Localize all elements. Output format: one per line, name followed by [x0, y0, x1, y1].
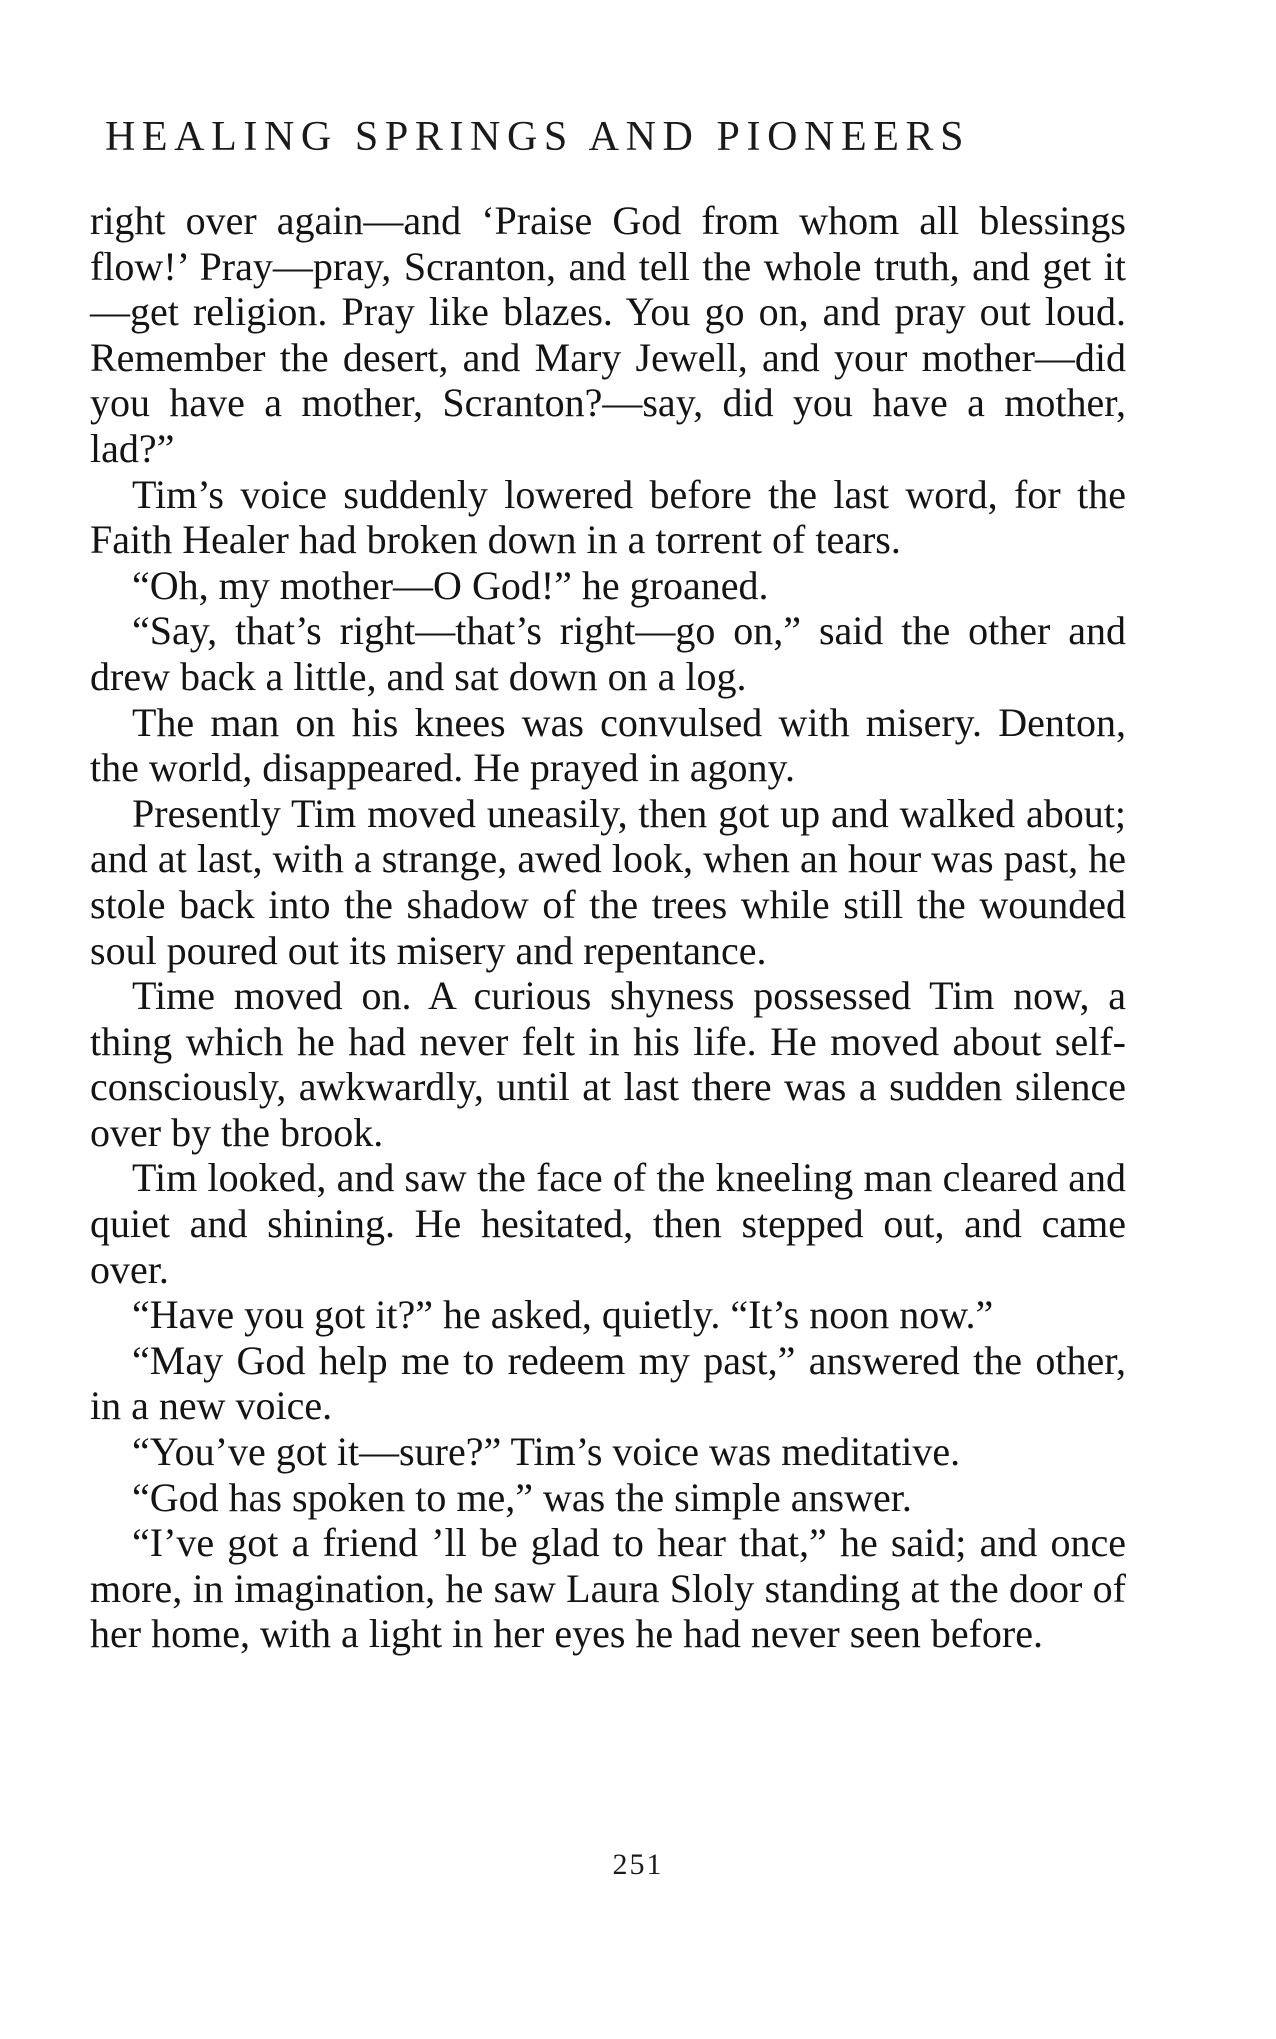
paragraph: “I’ve got a friend ’ll be glad to hear that,” he said; and once more, in imagination, he saw Laura Sloly standing at the door of her home, with a light in her eyes he had never seen before.: [90, 1520, 1126, 1657]
page-number: 251: [612, 1848, 664, 1881]
paragraph: right over again—and ‘Praise God from whom all blessings flow!’ Pray—pray, Scranton, and tell the whole truth, and get it—get religion. Pray like blazes. You go on, and pray out loud. Remember the desert, and Mary Jewell, and your mother—did you have a mother, Scranton?—say, did you have a mother, lad?”: [90, 198, 1126, 471]
paragraph: “Say, that’s right—that’s right—go on,” said the other and drew back a little, and sat down on a log.: [90, 608, 1126, 699]
running-header: HEALING SPRINGS AND PIONEERS: [105, 114, 971, 160]
paragraph: Tim’s voice suddenly lowered before the last word, for the Faith Healer had broken down in a torrent of tears.: [90, 471, 1126, 563]
paragraph: “You’ve got it—sure?” Tim’s voice was meditative.: [132, 1429, 961, 1475]
paragraph: “Oh, my mother—O God!” he groaned.: [132, 562, 769, 608]
paragraph: Presently Tim moved uneasily, then got up and walked about; and at last, with a strange, awed look, when an hour was past, he stole back into the shadow of the trees while still the wounded soul poured out its misery and repentance.: [90, 790, 1126, 973]
paragraph: “God has spoken to me,” was the simple answer.: [132, 1474, 912, 1520]
paragraph: Tim looked, and saw the face of the kneeling man cleared and quiet and shining. He hesitated, then stepped out, and came over.: [90, 1155, 1126, 1292]
paragraph: “May God help me to redeem my past,” answered the other, in a new voice.: [90, 1337, 1126, 1429]
paragraph: The man on his knees was convulsed with misery. Denton, the world, disappeared. He prayed in agony.: [90, 699, 1126, 791]
paragraph: Time moved on. A curious shyness possessed Tim now, a thing which he had never felt in his life. He moved about self-consciously, awkwardly, until at last there was a sudden silence over by the brook.: [90, 973, 1126, 1155]
page-body: [90, 198, 1126, 1657]
paragraph: “Have you got it?” he asked, quietly. “It’s noon now.”: [132, 1292, 994, 1338]
